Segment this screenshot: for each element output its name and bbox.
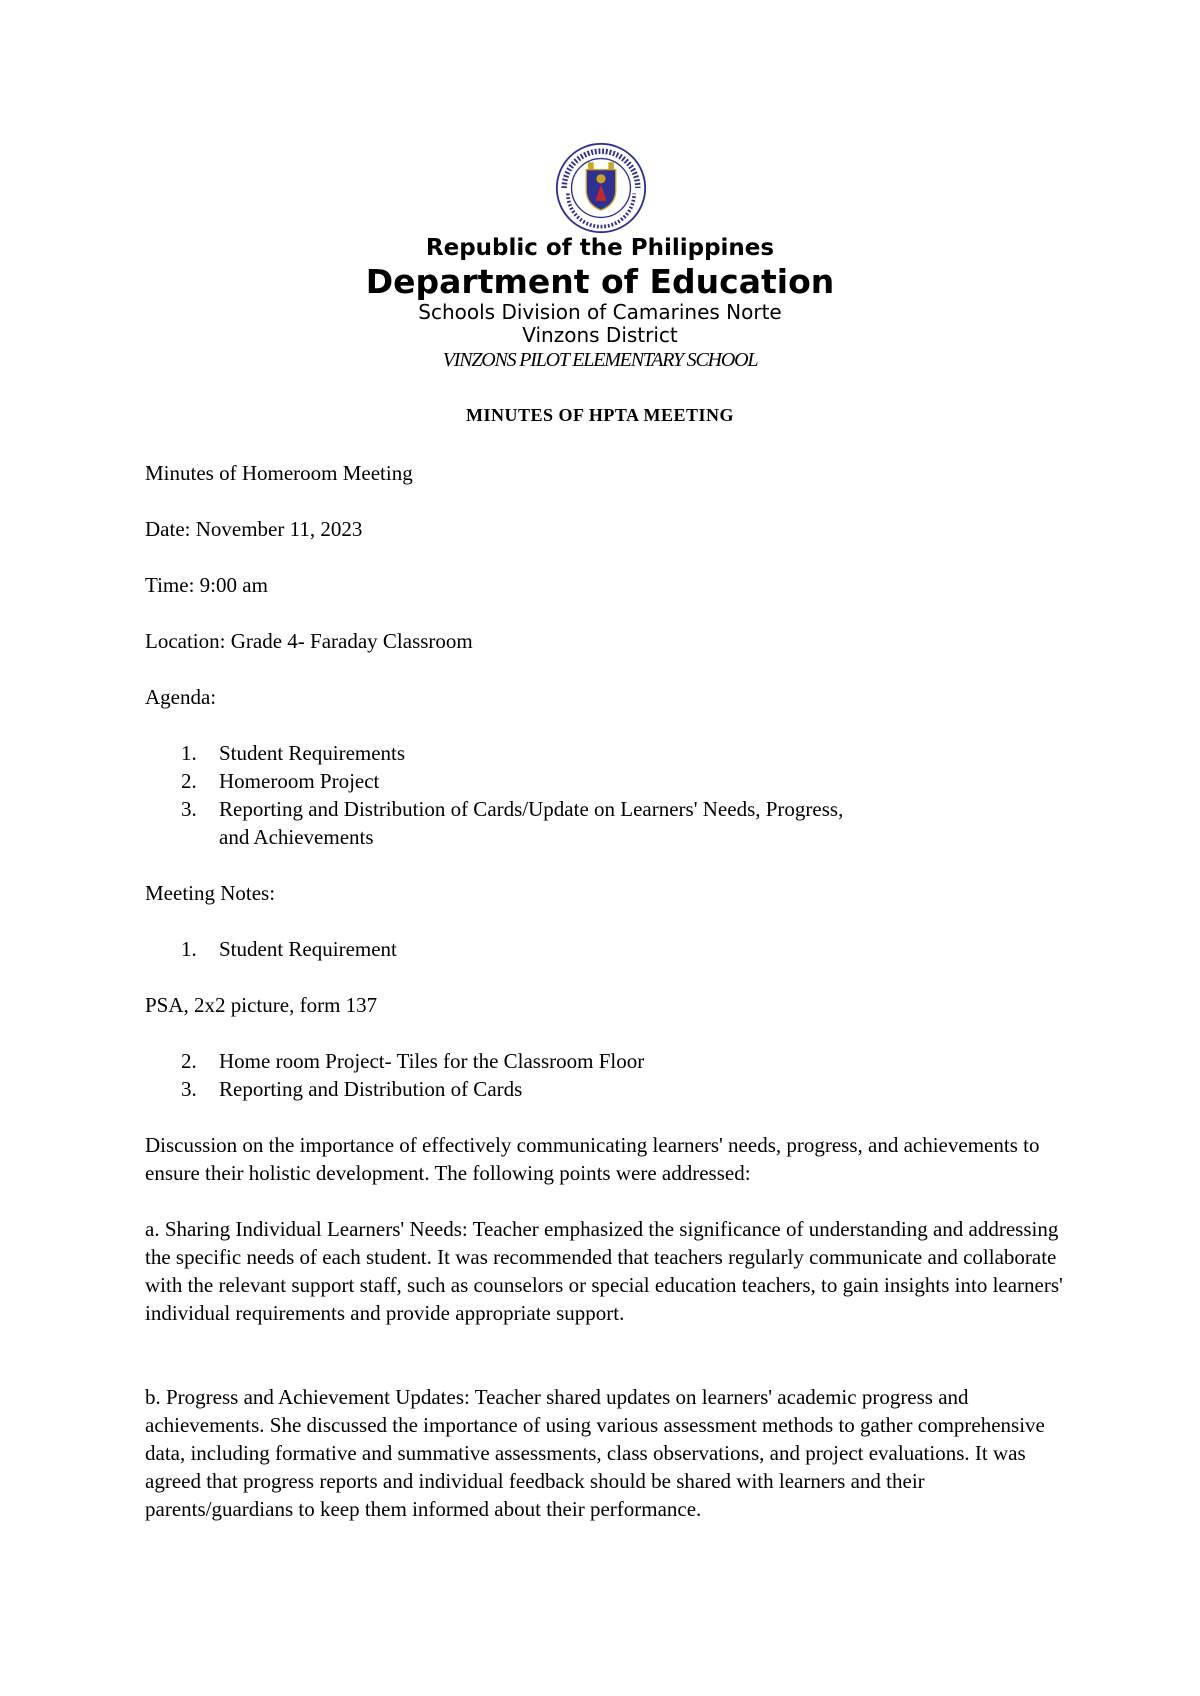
republic-heading: Republic of the Philippines xyxy=(425,235,775,261)
notes-list-1 xyxy=(145,935,1065,963)
list-text: Student Requirement xyxy=(219,937,397,961)
department-heading: Department of Education xyxy=(365,262,835,301)
list-item xyxy=(145,739,1065,767)
list-item xyxy=(145,1047,1065,1075)
list-item xyxy=(145,935,1065,963)
list-text: Student Requirements xyxy=(219,741,406,765)
list-number: 3. xyxy=(181,1077,197,1101)
list-text: Reporting and Distribution of Cards xyxy=(219,1077,523,1101)
list-item xyxy=(145,795,1065,851)
list-number: 1. xyxy=(181,937,197,961)
list-text: Home room Project- Tiles for the Classroom Floor xyxy=(219,1049,645,1073)
point-a-paragraph: a. Sharing Individual Learners' Needs: Teacher emphasized the significance of understanding and addressing the specific needs of each student. It was recommended that teachers regularly communicate and collaborate with the relevant support staff, such as counselors or special education teachers, to gain insights into learners' individual requirements and provide appropriate support. xyxy=(145,1217,1063,1325)
list-item xyxy=(145,767,1065,795)
list-number: 1. xyxy=(181,741,197,765)
discussion-paragraph: Discussion on the importance of effectively communicating learners' needs, progress, and achievements to ensure their holistic development. The following points were addressed: xyxy=(145,1133,1040,1185)
list-number: 2. xyxy=(181,1049,197,1073)
agenda-label: Agenda: xyxy=(145,685,217,709)
list-number: 2. xyxy=(181,769,197,793)
point-b-paragraph: b. Progress and Achievement Updates: Teacher shared updates on learners' academic progress and achievements. She discussed the importance of using various assessment methods to gather comprehensive data, including formative and summative assessments, class observations, and project evaluations. It was agreed that progress reports and individual feedback should be shared with learners and their parents/guardians to keep them informed about their performance. xyxy=(145,1385,1045,1521)
school-name: VINZONS PILOT ELEMENTARY SCHOOL xyxy=(442,349,758,371)
requirements-detail: PSA, 2x2 picture, form 137 xyxy=(145,993,378,1017)
meeting-location: Location: Grade 4- Faraday Classroom xyxy=(145,629,473,653)
deped-seal-icon xyxy=(555,142,647,234)
meeting-subtitle: Minutes of Homeroom Meeting xyxy=(145,461,413,485)
list-text: Reporting and Distribution of Cards/Update on Learners' Needs, Progress, and Achievements xyxy=(219,797,844,849)
district-heading: Vinzons District xyxy=(522,323,678,347)
list-text: Homeroom Project xyxy=(219,769,380,793)
document-title: MINUTES OF HPTA MEETING xyxy=(465,405,735,425)
notes-list-2 xyxy=(145,1047,1065,1103)
notes-label: Meeting Notes: xyxy=(145,881,276,905)
division-heading: Schools Division of Camarines Norte xyxy=(418,300,782,324)
agenda-list xyxy=(145,739,1065,851)
list-item xyxy=(145,1075,1065,1103)
meeting-time: Time: 9:00 am xyxy=(145,573,268,597)
list-number: 3. xyxy=(181,797,197,821)
meeting-date: Date: November 11, 2023 xyxy=(145,517,363,541)
